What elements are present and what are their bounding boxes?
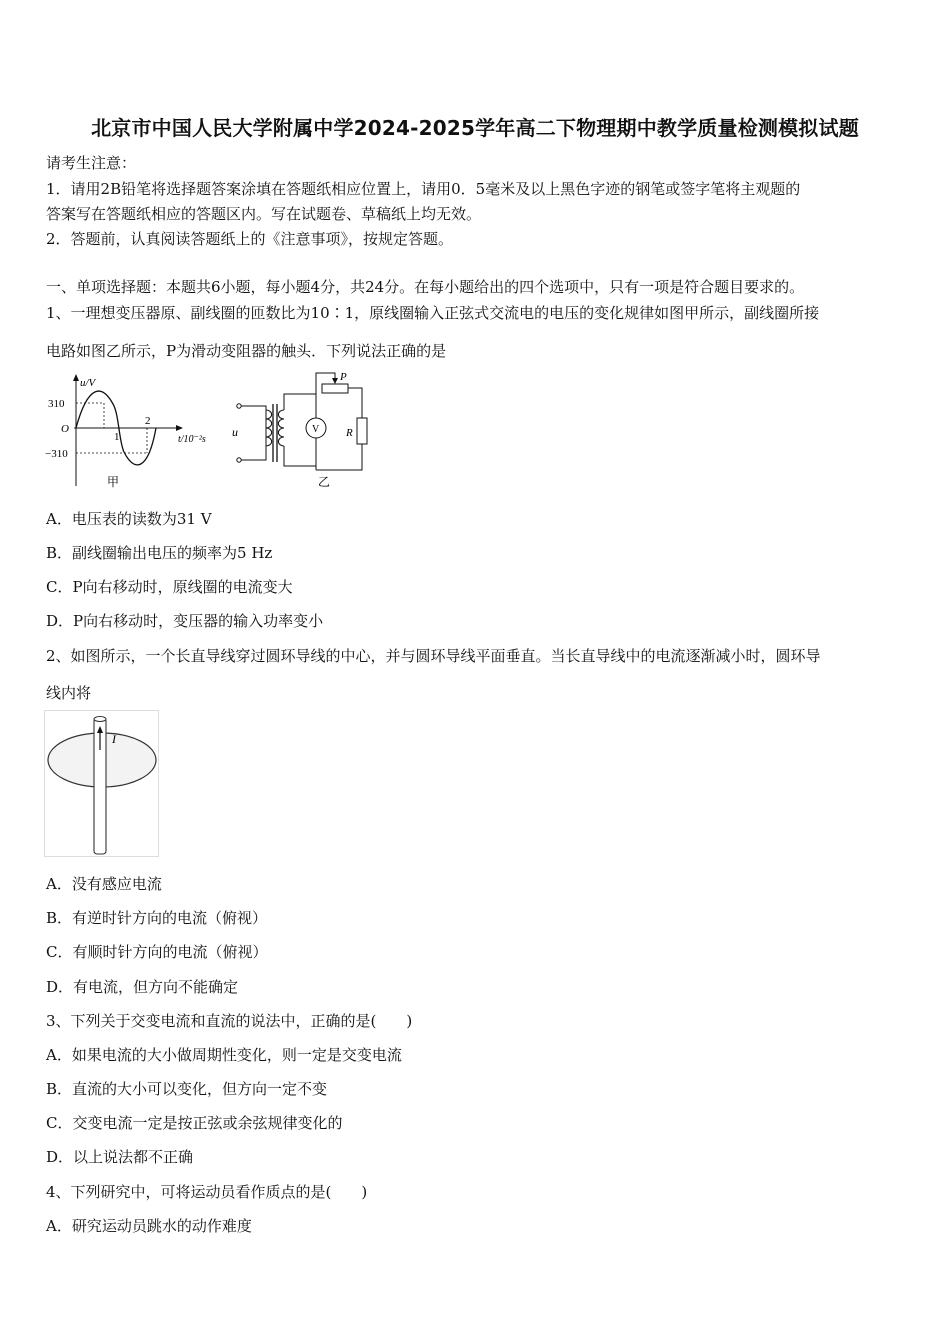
graph-origin-label: O	[61, 423, 69, 435]
question-2-option-a[interactable]: A．没有感应电流	[46, 875, 162, 893]
figure-caption-left: 甲	[107, 475, 120, 489]
graph-y-min-label: −310	[45, 448, 68, 460]
current-label: I	[112, 732, 116, 746]
question-2-option-b[interactable]: B．有逆时针方向的电流（俯视）	[46, 909, 268, 927]
notice-heading: 请考生注意：	[46, 154, 137, 172]
question-1-option-c[interactable]: C．P向右移动时，原线圈的电流变大	[46, 578, 293, 596]
question-4-stem: 4、下列研究中，可将运动员看作质点的是( )	[46, 1183, 368, 1201]
resistor-label: R	[346, 427, 353, 439]
notice-item-1-line-1: 1．请用2B铅笔将选择题答案涂填在答题纸相应位置上，请用0．5毫米及以上黑色字迹的钢笔或签字笔将主观题的	[46, 180, 801, 198]
slider-label: P	[340, 371, 347, 383]
graph-tick-2: 2	[145, 415, 151, 427]
question-3-option-c[interactable]: C．交变电流一定是按正弦或余弦规律变化的	[46, 1114, 343, 1132]
question-2-option-d[interactable]: D．有电流，但方向不能确定	[46, 978, 239, 996]
figure-caption-right: 乙	[318, 475, 331, 489]
voltage-time-graph	[45, 374, 206, 489]
graph-tick-1: 1	[114, 431, 120, 443]
question-3-option-b[interactable]: B．直流的大小可以变化，但方向一定不变	[46, 1080, 328, 1098]
question-3-option-a[interactable]: A．如果电流的大小做周期性变化，则一定是交变电流	[46, 1046, 402, 1064]
question-2-option-c[interactable]: C．有顺时针方向的电流（俯视）	[46, 943, 268, 961]
question-2-stem-line-2: 线内将	[46, 684, 92, 702]
question-3-stem: 3、下列关于交变电流和直流的说法中，正确的是( )	[46, 1012, 413, 1030]
graph-x-label: t/10⁻²s	[178, 434, 206, 445]
question-1-option-a[interactable]: A．电压表的读数为31 V	[46, 510, 212, 528]
question-3-option-d[interactable]: D．以上说法都不正确	[46, 1148, 194, 1166]
voltmeter-label: V	[312, 424, 320, 435]
question-1-stem-line-2: 电路如图乙所示，P为滑动变阻器的触头．下列说法正确的是	[46, 342, 447, 360]
question-1-stem-line-1: 1、一理想变压器原、副线圈的匝数比为10∶1，原线圈输入正弦式交流电的电压的变化规律如图甲所示，副线圈所接	[46, 304, 820, 322]
notice-item-1-line-2: 答案写在答题纸相应的答题区内。写在试题卷、草稿纸上均无效。	[46, 205, 482, 223]
graph-y-label: u/V	[80, 377, 96, 389]
graph-y-max-label: 310	[48, 398, 65, 410]
section-heading: 一、单项选择题：本题共6小题，每小题4分，共24分。在每小题给出的四个选项中，只有一项是符合题目要求的。	[46, 278, 805, 296]
page-title: 北京市中国人民大学附属中学2024-2025学年高二下物理期中教学质量检测模拟试题	[91, 116, 859, 140]
question-2-stem-line-1: 2、如图所示，一个长直导线穿过圆环导线的中心，并与圆环导线平面垂直。当长直导线中的电流逐渐减小时，圆环导	[46, 647, 821, 665]
question-1-option-b[interactable]: B．副线圈输出电压的频率为5 Hz	[46, 544, 273, 562]
question-4-option-a[interactable]: A．研究运动员跳水的动作难度	[46, 1217, 252, 1235]
transformer-circuit	[232, 371, 367, 489]
question-1-option-d[interactable]: D．P向右移动时，变压器的输入功率变小	[46, 612, 324, 630]
question-2-figure	[44, 710, 164, 860]
question-1-figure	[44, 366, 374, 492]
input-voltage-label: u	[232, 425, 238, 439]
notice-item-2: 2．答题前，认真阅读答题纸上的《注意事项》，按规定答题。	[46, 230, 454, 248]
